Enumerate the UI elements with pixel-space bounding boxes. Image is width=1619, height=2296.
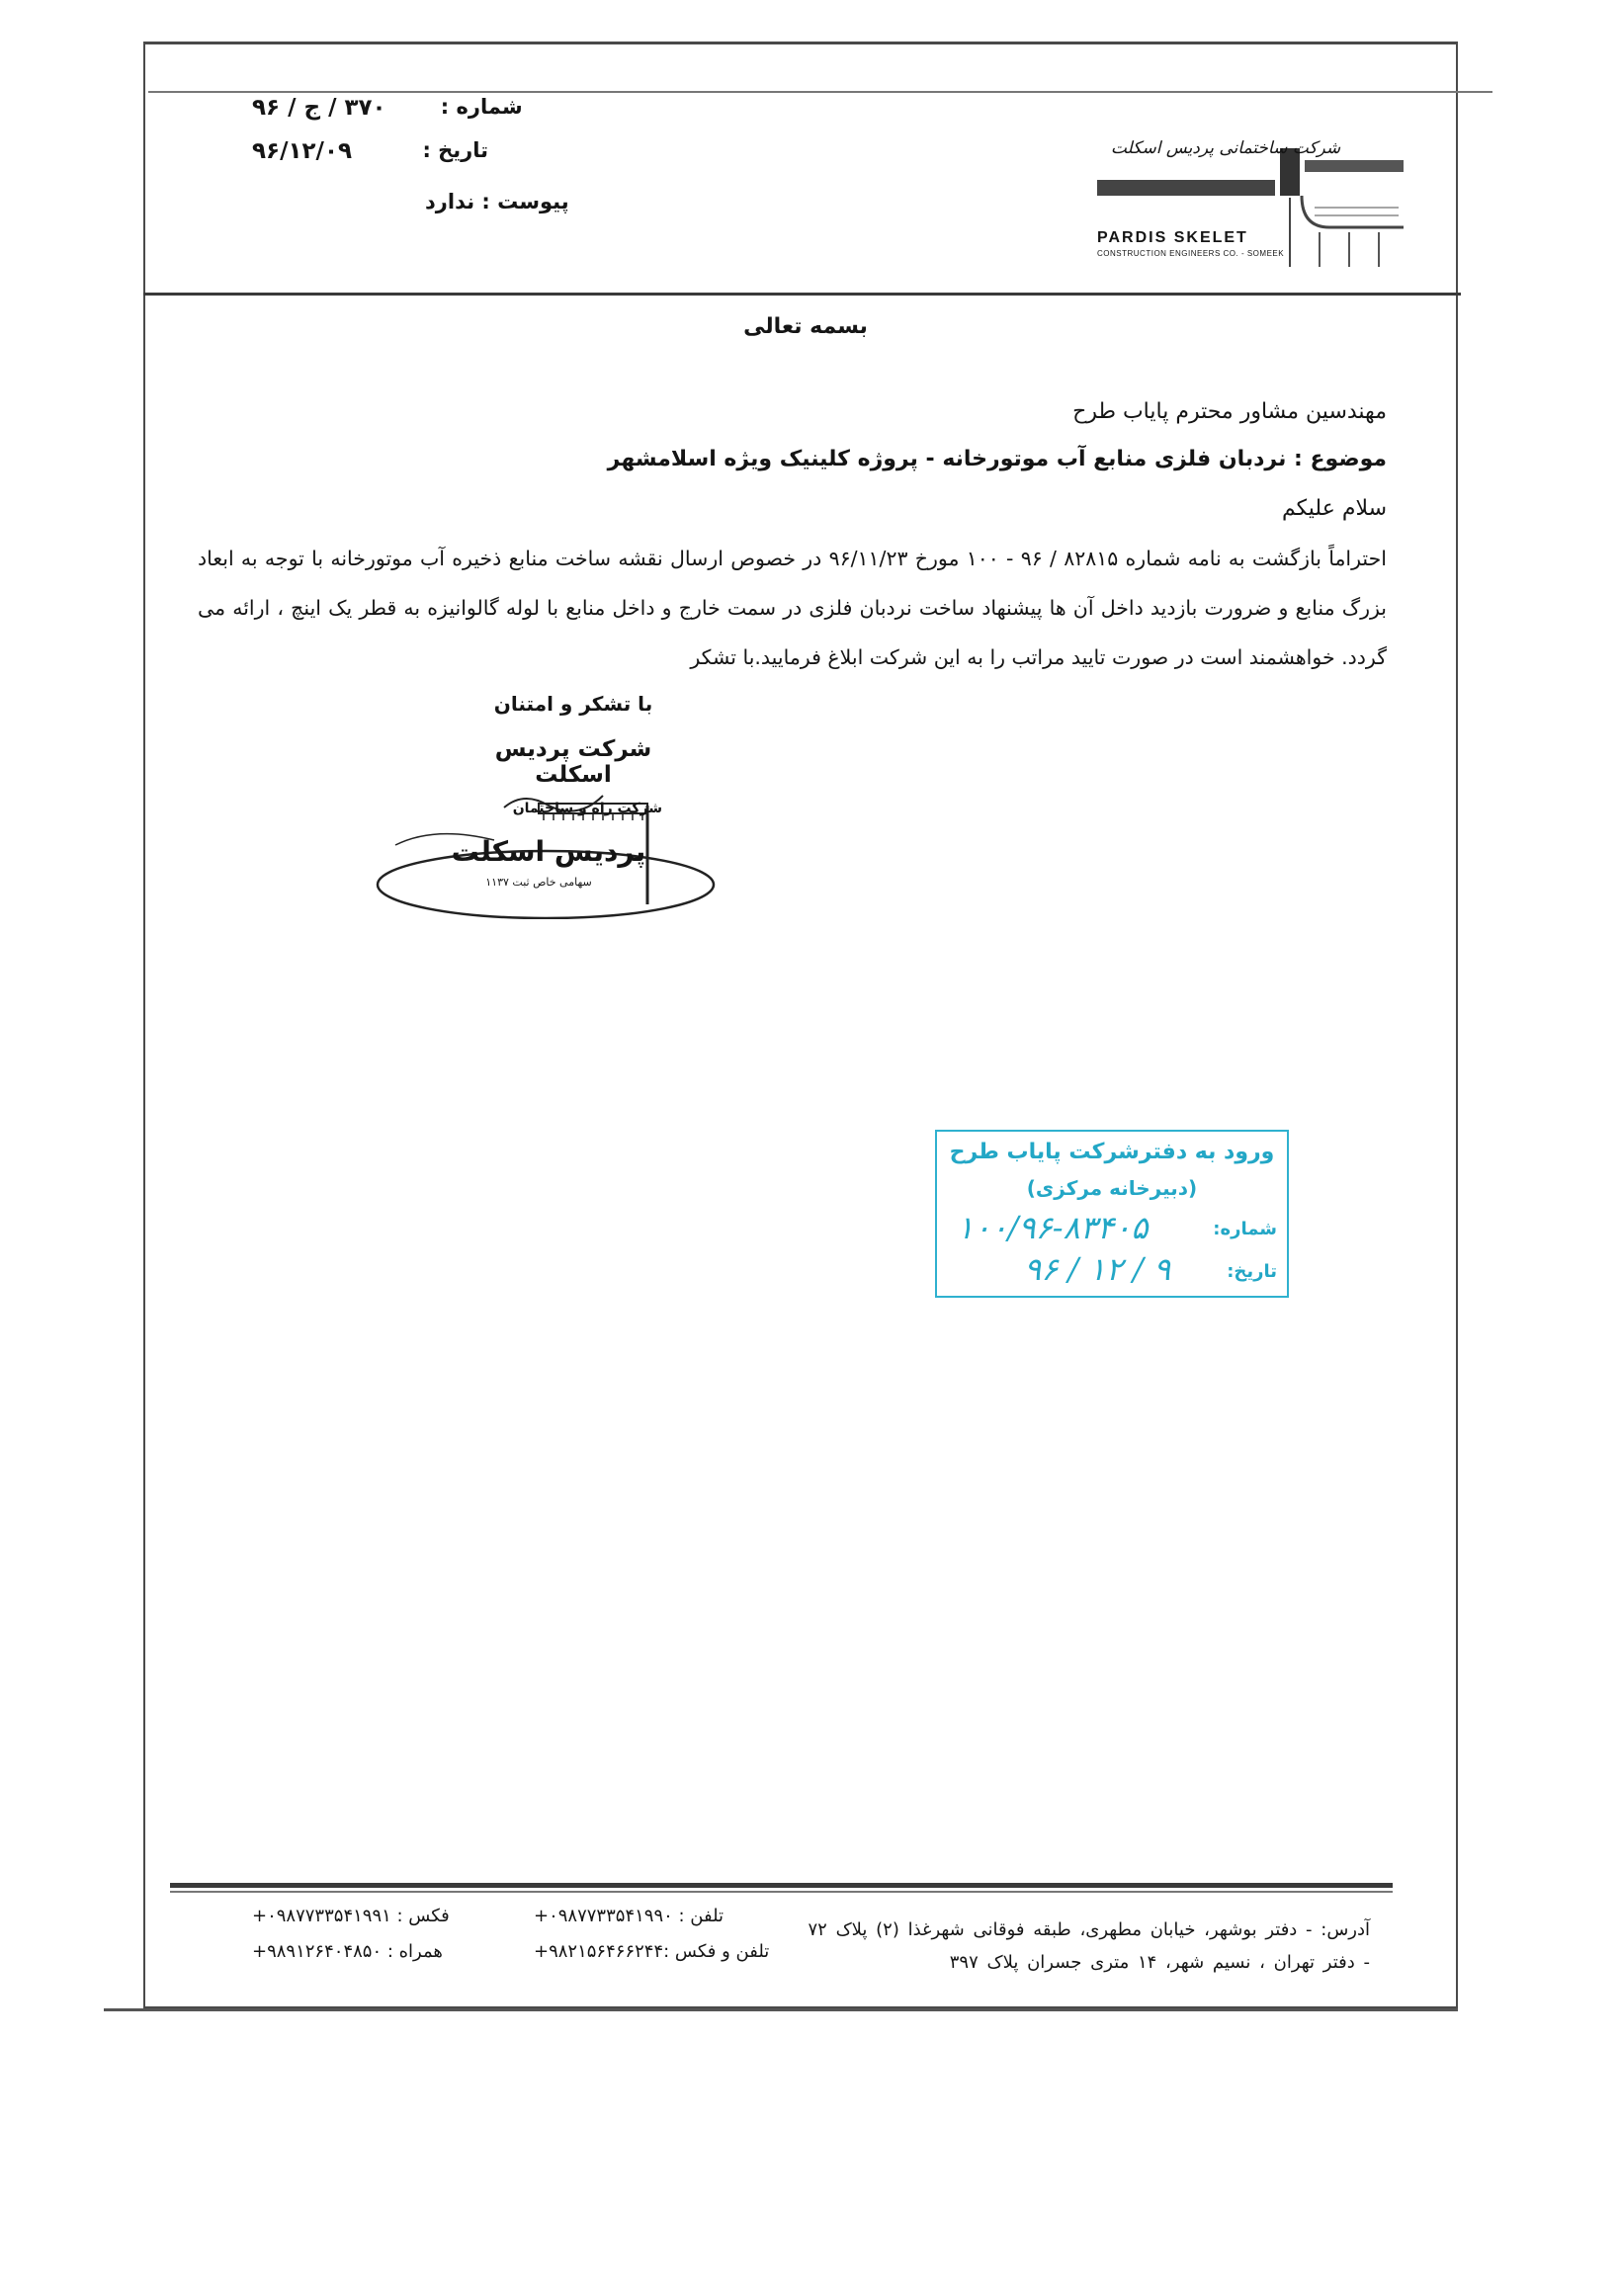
stamp-number-label: شماره: xyxy=(1213,1219,1277,1239)
logo-company-en: PARDIS SKELET xyxy=(1097,229,1248,246)
letter-date-value: ۹۶/۱۲/۰۹ xyxy=(252,138,353,164)
stamp-subtitle: (دبیرخانه مرکزی) xyxy=(1026,1176,1198,1200)
logo-company-en-sub: CONSTRUCTION ENGINEERS CO. - SOMEEK xyxy=(1097,249,1285,258)
stamp-number-value: ۱۰۰/۹۶-۸۳۴۰۵ xyxy=(957,1209,1149,1246)
closing-thanks: با تشکر و امتنان xyxy=(493,692,653,716)
receipt-stamp xyxy=(935,1130,1289,1298)
footer-mobile-tehran: همراه : ۹۸۹۱۲۶۴۰۴۸۵۰+ xyxy=(252,1941,443,1962)
recipient: مهندسین مشاور محترم پایاب طرح xyxy=(1072,399,1387,424)
stamp-date-label: تاریخ: xyxy=(1227,1261,1277,1282)
letter-number-value: ۳۷۰ / ج / ۹۶ xyxy=(252,95,386,121)
seal-line-2: پردیس اسکلت xyxy=(451,835,646,868)
footer-phone-fax-tehran: تلفن و فکس :۹۸۲۱۵۶۴۶۶۲۴۴+ xyxy=(534,1941,770,1962)
header-top-rule xyxy=(148,91,1492,93)
footer-address-bushehr: آدرس: - دفتر بوشهر، خیابان مطهری، طبقه فوقانی شهرغذا (۲) پلاک ۷۲ xyxy=(808,1919,1370,1940)
body-paragraph: احتراماً بازگشت به نامه شماره ۸۲۸۱۵ / ۹۶ - ۱۰۰ مورخ ۹۶/۱۱/۲۳ در خصوص ارسال نقشه ساخت منابع ذخیره آب موتورخانه با توجه به ابعاد بزرگ منابع و ضرورت بازدید داخل آن ها پیشنهاد ساخت نردبان فلزی در سمت خارج و داخل منابع با لوله گالوانیزه به قطر یک اینچ ، ارائه می گردد. خواهشمند است در صورت تایید مراتب را به این شرکت ابلاغ فرمایید.با تشکر xyxy=(198,547,1387,669)
stamp-title: ورود به دفترشرکت پایاب طرح xyxy=(949,1140,1275,1164)
subject: موضوع : نردبان فلزی منابع آب موتورخانه - پروژه کلینیک ویژه اسلامشهر xyxy=(607,447,1387,471)
logo-company-fa: شرکت ساختمانی پردیس اسکلت xyxy=(1110,138,1341,158)
footer-top-rule xyxy=(170,1883,1393,1888)
greeting: سلام علیکم xyxy=(1281,496,1387,521)
signatory-company: شرکت پردیس اسکلت xyxy=(494,736,652,788)
footer-phone-bushehr: تلفن : ۰۹۸۷۷۳۳۵۴۱۹۹۰+ xyxy=(534,1906,724,1926)
footer-second-rule xyxy=(170,1891,1393,1893)
invocation: بسمه تعالی xyxy=(743,314,868,339)
footer-address-tehran: - دفتر تهران ، نسیم شهر، ۱۴ متری جسران پلاک ۳۹۷ xyxy=(949,1952,1370,1973)
attachment-row xyxy=(425,190,569,213)
stamp-date-value: ۹۶ / ۱۲ / ۹ xyxy=(1024,1250,1171,1288)
attachment-label: پیوست : ندارد xyxy=(425,190,569,213)
letter-number-label: شماره : xyxy=(440,95,523,119)
letter-date-label: تاریخ : xyxy=(422,138,489,162)
seal-line-3: سهامی خاص ثبت ۱۱۳۷ xyxy=(485,876,592,889)
letter-number-row xyxy=(252,95,523,121)
footer-fax-bushehr: فکس : ۰۹۸۷۷۳۳۵۴۱۹۹۱+ xyxy=(252,1906,450,1926)
seal-line-1: شرکت راه و ساختمان xyxy=(512,801,662,816)
page-bottom-rule xyxy=(104,2008,1458,2011)
letter-date-row xyxy=(252,138,488,164)
header-bottom-rule xyxy=(143,293,1461,296)
